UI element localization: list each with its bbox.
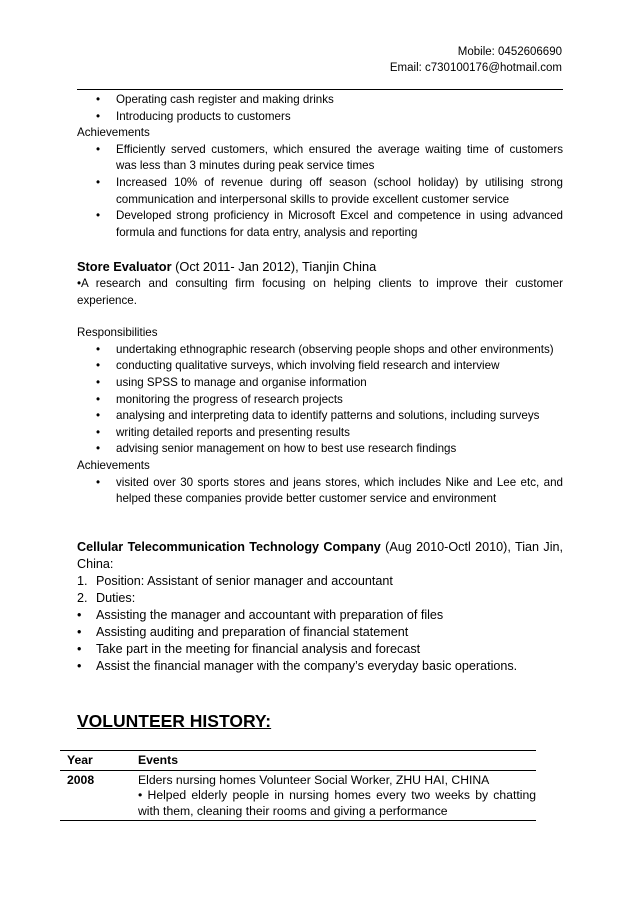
job2-meta: (Oct 2011- Jan 2012), Tianjin China bbox=[171, 259, 377, 274]
list-item: • writing detailed reports and presenting results bbox=[77, 425, 563, 442]
job2-responsibilities-list bbox=[77, 342, 563, 458]
table-header-row bbox=[60, 750, 536, 771]
list-item: • visited over 30 sports stores and jeans stores, which includes Nike and Lee etc, and helped these companies provide better customer service and environment bbox=[77, 475, 563, 508]
row-event-detail: • Helped elderly people in nursing homes every two weeks by chatting with them, cleaning their rooms and giving a performance bbox=[138, 788, 536, 818]
list-item: • conducting qualitative surveys, which involving field research and interview bbox=[77, 358, 563, 375]
numbered-item: 1. Position: Assistant of senior manager and accountant bbox=[77, 574, 393, 588]
job1-achievements-label: Achievements bbox=[77, 126, 150, 140]
volunteer-table bbox=[60, 750, 536, 821]
header-mobile: Mobile: 0452606690 bbox=[457, 46, 562, 58]
table-row bbox=[60, 771, 536, 822]
col-events-header: Events bbox=[138, 753, 178, 767]
header-divider bbox=[77, 89, 563, 90]
job2-achievements-list bbox=[77, 475, 563, 508]
list-item: • monitoring the progress of research projects bbox=[77, 392, 563, 409]
list-item: • Efficiently served customers, which ensured the average waiting time of customers was less than 3 minutes during peak service times bbox=[77, 142, 563, 175]
list-item: • using SPSS to manage and organise information bbox=[77, 375, 563, 392]
row-event-title: Elders nursing homes Volunteer Social Worker, ZHU HAI, CHINA bbox=[138, 772, 490, 787]
job2-description: •A research and consulting firm focusing on helping clients to improve their customer experience. bbox=[77, 277, 563, 307]
job3-section bbox=[77, 539, 563, 675]
list-item: • advising senior management on how to best use research findings bbox=[77, 441, 563, 458]
job2-section bbox=[77, 258, 563, 508]
list-item: • Assist the financial manager with the company’s everyday basic operations. bbox=[77, 658, 563, 675]
col-year-header: Year bbox=[67, 753, 93, 767]
numbered-item: 2. Duties: bbox=[77, 591, 136, 605]
job3-meta: (Aug 2010-Octl 2010), Tian Jin, China: bbox=[77, 540, 563, 571]
job1-achievements-list bbox=[77, 142, 563, 242]
list-item: • Introducing products to customers bbox=[77, 109, 563, 126]
job2-heading bbox=[77, 258, 563, 275]
volunteer-heading: VOLUNTEER HISTORY: bbox=[77, 711, 272, 731]
list-item: • Operating cash register and making drinks bbox=[77, 92, 563, 109]
job3-duties-list bbox=[77, 607, 563, 675]
list-item: • Assisting auditing and preparation of financial statement bbox=[77, 624, 563, 641]
job2-title: Store Evaluator bbox=[77, 259, 172, 274]
job1-duties-list bbox=[77, 92, 563, 125]
job2-achievements-label: Achievements bbox=[77, 458, 150, 472]
list-item: • Assisting the manager and accountant with preparation of files bbox=[77, 607, 563, 624]
job1-section bbox=[77, 92, 563, 241]
job3-heading bbox=[77, 539, 563, 573]
list-item: • Take part in the meeting for financial analysis and forecast bbox=[77, 641, 563, 658]
row-year: 2008 bbox=[67, 772, 95, 787]
list-item: • Developed strong proficiency in Microsoft Excel and competence in using advanced formula and functions for data entry, analysis and reporting bbox=[77, 208, 563, 241]
job2-responsibilities-label: Responsibilities bbox=[77, 326, 158, 340]
list-item: • Increased 10% of revenue during off season (school holiday) by utilising strong communication and interpersonal skills to provide excellent customer service bbox=[77, 175, 563, 208]
header-email: Email: c730100176@hotmail.com bbox=[389, 62, 562, 74]
list-item: • undertaking ethnographic research (observing people shops and other environments) bbox=[77, 342, 563, 359]
list-item: • analysing and interpreting data to identify patterns and solutions, including surveys bbox=[77, 408, 563, 425]
job3-title: Cellular Telecommunication Technology Company bbox=[77, 540, 381, 554]
